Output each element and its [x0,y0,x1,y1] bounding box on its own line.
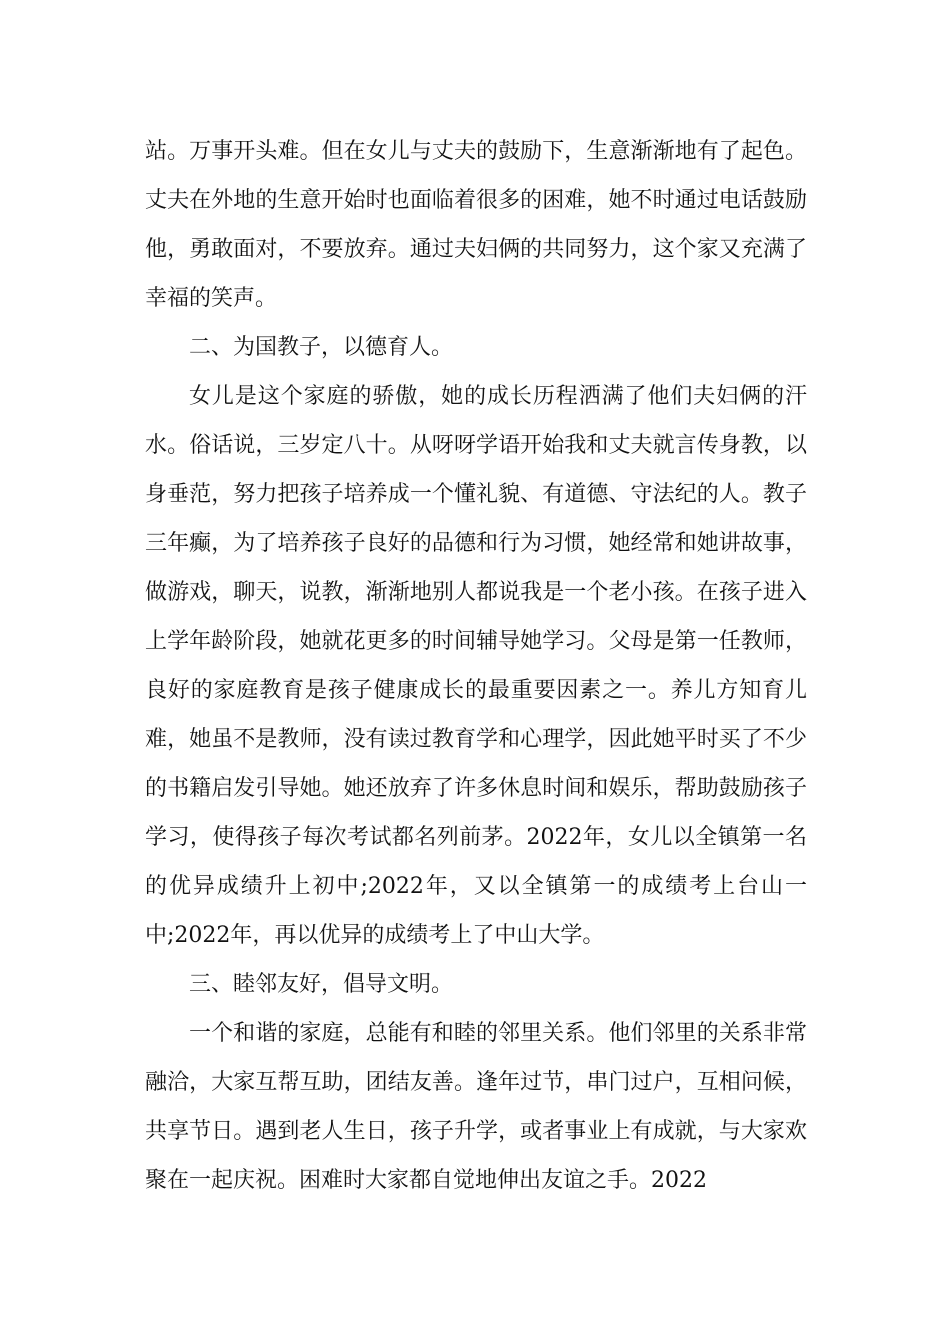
document-body [145,127,807,1205]
section-heading-two: 二、为国教子，以德育人。 [189,335,454,360]
paragraph-continuation: 站。万事开头难。但在女儿与丈夫的鼓励下，生意渐渐地有了起色。丈夫在外地的生意开始时也面临着很多的困难，她不时通过电话鼓励他，勇敢面对，不要放弃。通过夫妇俩的共同努力，这个家又充满了幸福的笑声。 [145,139,807,311]
paragraph-education: 女儿是这个家庭的骄傲，她的成长历程洒满了他们夫妇俩的汗水。俗话说，三岁定八十。从呀呀学语开始我和丈夫就言传身教，以身垂范，努力把孩子培养成一个懂礼貌、有道德、守法纪的人。教子三年癫，为了培养孩子良好的品德和行为习惯，她经常和她讲故事，做游戏，聊天，说教，渐渐地别人都说我是一个老小孩。在孩子进入上学年龄阶段，她就花更多的时间辅导她学习。父母是第一任教师，良好的家庭教育是孩子健康成长的最重要因素之一。养儿方知育儿难，她虽不是教师，没有读过教育学和心理学，因此她平时买了不少的书籍启发引导她。她还放弃了许多休息时间和娱乐，帮助鼓励孩子学习，使得孩子每次考试都名列前茅。2022年，女儿以全镇第一名的优异成绩升上初中;2022年，又以全镇第一的成绩考上台山一中;2022年，再以优异的成绩考上了中山大学。 [145,384,807,948]
section-heading-three: 三、睦邻友好，倡导文明。 [189,972,454,997]
paragraph-neighbors: 一个和谐的家庭，总能有和睦的邻里关系。他们邻里的关系非常融洽，大家互帮互助，团结友善。逢年过节，串门过户，互相问候，共享节日。遇到老人生日，孩子升学，或者事业上有成就，与大家欢聚在一起庆祝。困难时大家都自觉地伸出友谊之手。2022 [145,1021,807,1193]
